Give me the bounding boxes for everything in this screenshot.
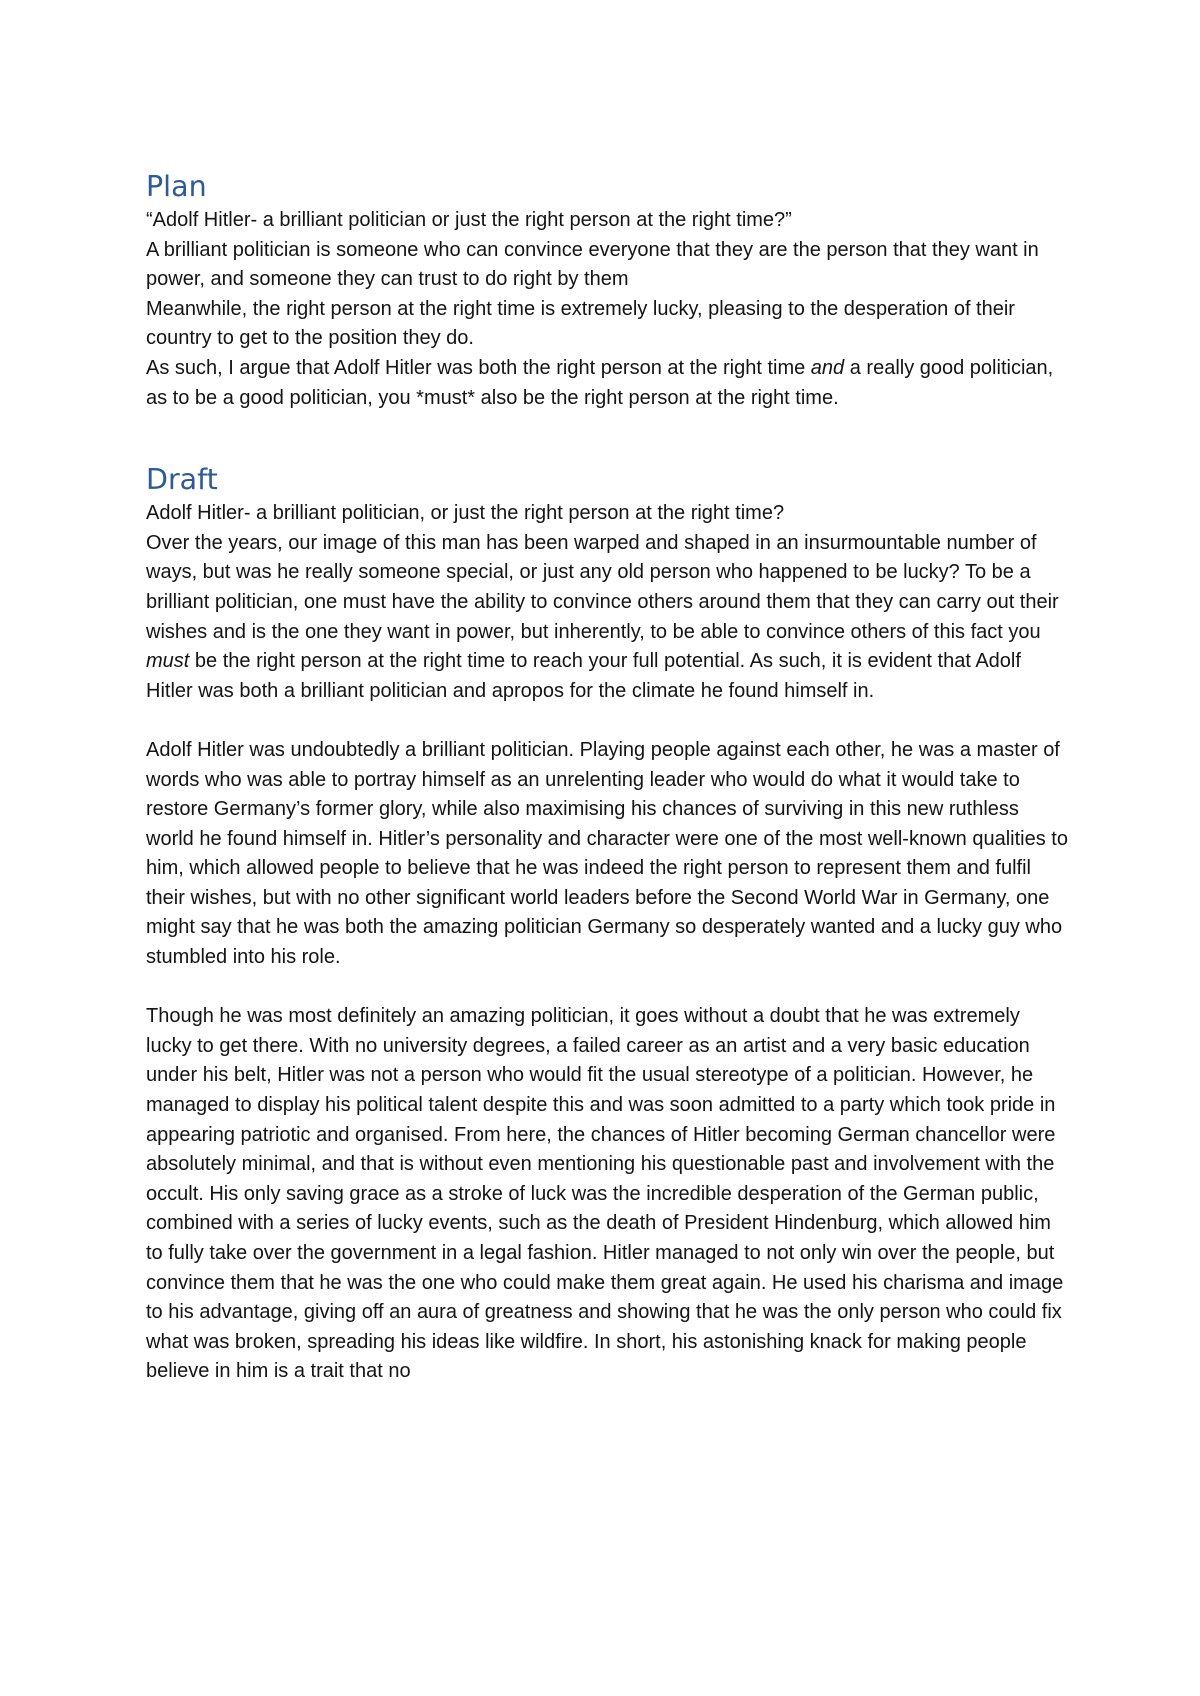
plan-definition-politician: A brilliant politician is someone who can convince everyone that they are the person that they want in power, and someone they can trust to do right by them xyxy=(146,238,1039,291)
draft-intro-emphasis: must xyxy=(146,650,190,673)
draft-paragraph-luck: Though he was most definitely an amazing politician, it goes without a doubt that he was extremely lucky to get there. With no university degrees, a failed career as an artist and a very basic education under his belt, Hitler was not a person who would fit the usual stereotype of a politician. However, he managed to display his political talent despite this and was soon admitted to a party which took pride in appearing patriotic and organised. From here, the chances of Hitler becoming German chancellor were absolutely minimal, and that is without even mentioning his questionable past and involvement with the occult. His only saving grace as a stroke of luck was the incredible desperation of the German public, combined with a series of lucky events, such as the death of President Hindenburg, which allowed him to fully take over the government in a legal fashion. Hitler managed to not only win over the people, but convince them that he was the one who could make them great again. He used his charisma and image to his advantage, giving off an aura of greatness and showing that he was the only person who could fix what was broken, spreading his ideas like wildfire. In short, his astonishing knack for making people believe in him is a trait that no xyxy=(146,1005,1064,1383)
plan-argument xyxy=(146,354,1070,413)
document-page xyxy=(146,168,1070,1387)
draft-paragraph-politician: Adolf Hitler was undoubtedly a brilliant politician. Playing people against each other, he was a master of words who was able to portray himself as an unrelenting leader who would do what it would take to restore Germany’s former glory, while also maximising his chances of surviving in this new ruthless world he found himself in. Hitler’s personality and character were one of the most well-known qualities to him, which allowed people to believe that he was indeed the right person to represent them and fulfil their wishes, but with no other significant world leaders before the Second World War in Germany, one might say that he was both the amazing politician Germany so desperately wanted and a lucky guy who stumbled into his role. xyxy=(146,738,1068,969)
draft-intro-before: Over the years, our image of this man has been warped and shaped in an insurmountable number of ways, but was he really someone special, or just any old person who happened to be lucky? To be a brilliant politician, one must have the ability to convince others around them that they can carry out their wishes and is the one they want in power, but inherently, to be able to convince others of this fact you xyxy=(146,531,1059,643)
draft-intro-after: be the right person at the right time to reach your full potential. As such, it is evident that Adolf Hitler was both a brilliant politician and apropos for the climate he found himself in. xyxy=(146,650,1021,702)
plan-question-line: “Adolf Hitler- a brilliant politician or just the right person at the right time?” xyxy=(146,209,792,231)
draft-title-line: Adolf Hitler- a brilliant politician, or just the right person at the right time? xyxy=(146,502,785,525)
plan-argument-before: As such, I argue that Adolf Hitler was both the right person at the right time xyxy=(146,356,811,379)
draft-intro-paragraph xyxy=(146,529,1070,707)
plan-heading: Plan xyxy=(146,170,207,203)
draft-heading: Draft xyxy=(146,463,218,497)
plan-argument-after: a really good politician, as to be a good politician, you *must* also be the right person at the right time. xyxy=(146,356,1054,409)
plan-argument-emphasis: and xyxy=(810,356,845,379)
plan-definition-right-time: Meanwhile, the right person at the right time is extremely lucky, pleasing to the desperation of their country to get to the position they do. xyxy=(146,297,1015,350)
